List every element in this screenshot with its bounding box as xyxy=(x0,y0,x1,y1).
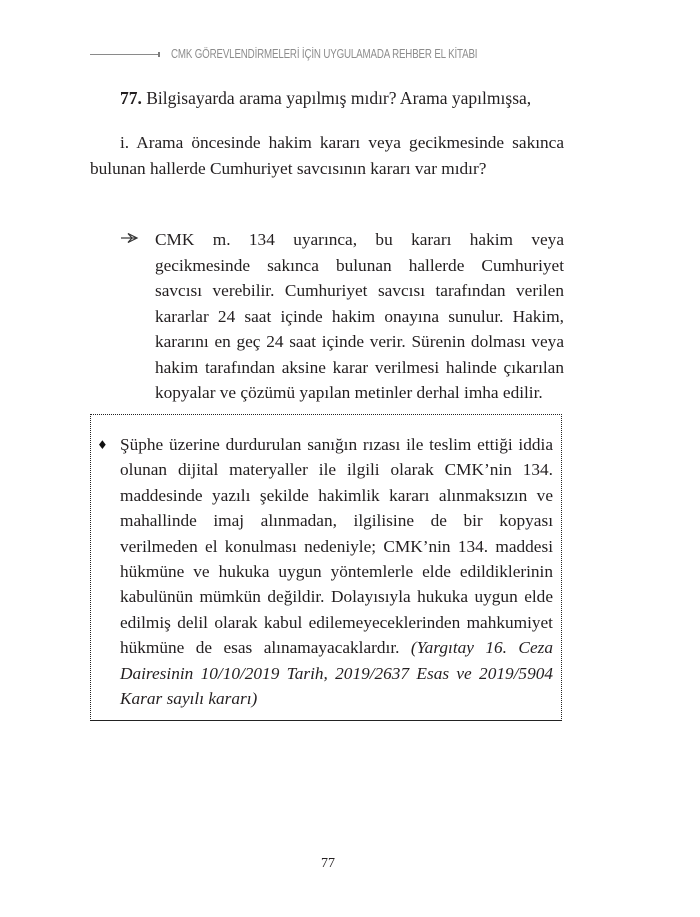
case-law-citation: (Yargıtay 16. Ceza Dairesinin 10/10/2019 Tarih, 2019/2637 Esas ve 2019/5904 Karar sayılı kararı) xyxy=(120,638,553,709)
question-sub-item: i. Arama öncesinde hakim kararı veya gecikmesinde sakınca bulunan hallerde Cumhuriyet savcısının kararı var mıdır? xyxy=(90,133,564,178)
header-square-marker xyxy=(158,52,161,57)
case-law-item xyxy=(97,432,553,711)
header-rule xyxy=(90,54,158,55)
book-title: CMK GÖREVLENDİRMELERİ İÇİN UYGULAMADA REHBER EL KİTABI xyxy=(171,47,478,61)
question-title: Bilgisayarda arama yapılmış mıdır? Arama yapılmışsa, xyxy=(141,88,532,108)
answer-block xyxy=(120,227,564,406)
answer-text: CMK m. 134 uyarınca, bu kararı hakim veya gecikmesinde sakınca bulunan hallerde Cumhuriyet savcısı verebilir. Cumhuriyet savcısı tarafından verilen kararlar 24 saat içinde hakim onayına sunulur. Hakim, kararını en geç 24 saat içinde verir. Sürenin dolması veya hakim tarafından aksine karar verilmesi halinde çıkarılan kopyalar ve çözümü yapılan metinler derhal imha edilir. xyxy=(155,230,564,402)
case-law-text xyxy=(120,432,553,711)
case-law-body: Şüphe üzerine durdurulan sanığın rızası ile teslim ettiği iddia olunan dijital materyaller ile ilgili olarak CMK’nin 134. maddesinde yazılı şekilde hakimlik kararı alınmaksızın ve mahallinde imaj alınmadan, ilgilisine de bir kopyası verilmeden el konulması nedeniyle; CMK’nin 134. maddesi hükmüne ve hukuka uygun yöntemlerle elde edildiklerinin kabulünün mümkün değildir. Dolayısıyla hukuka uygun elde edilmiş delil olarak kabul edilemeyeceklerinden mahkumiyet hükmüne de esas alınamayacaklardır. xyxy=(120,435,553,658)
diamond-bullet-icon: ♦ xyxy=(97,438,108,452)
running-header xyxy=(90,44,564,64)
page-number: 77 xyxy=(321,856,335,871)
question-heading xyxy=(90,86,564,112)
arrow-right-icon xyxy=(120,227,155,406)
question-number: 77. xyxy=(120,88,142,108)
case-law-box xyxy=(90,414,562,721)
